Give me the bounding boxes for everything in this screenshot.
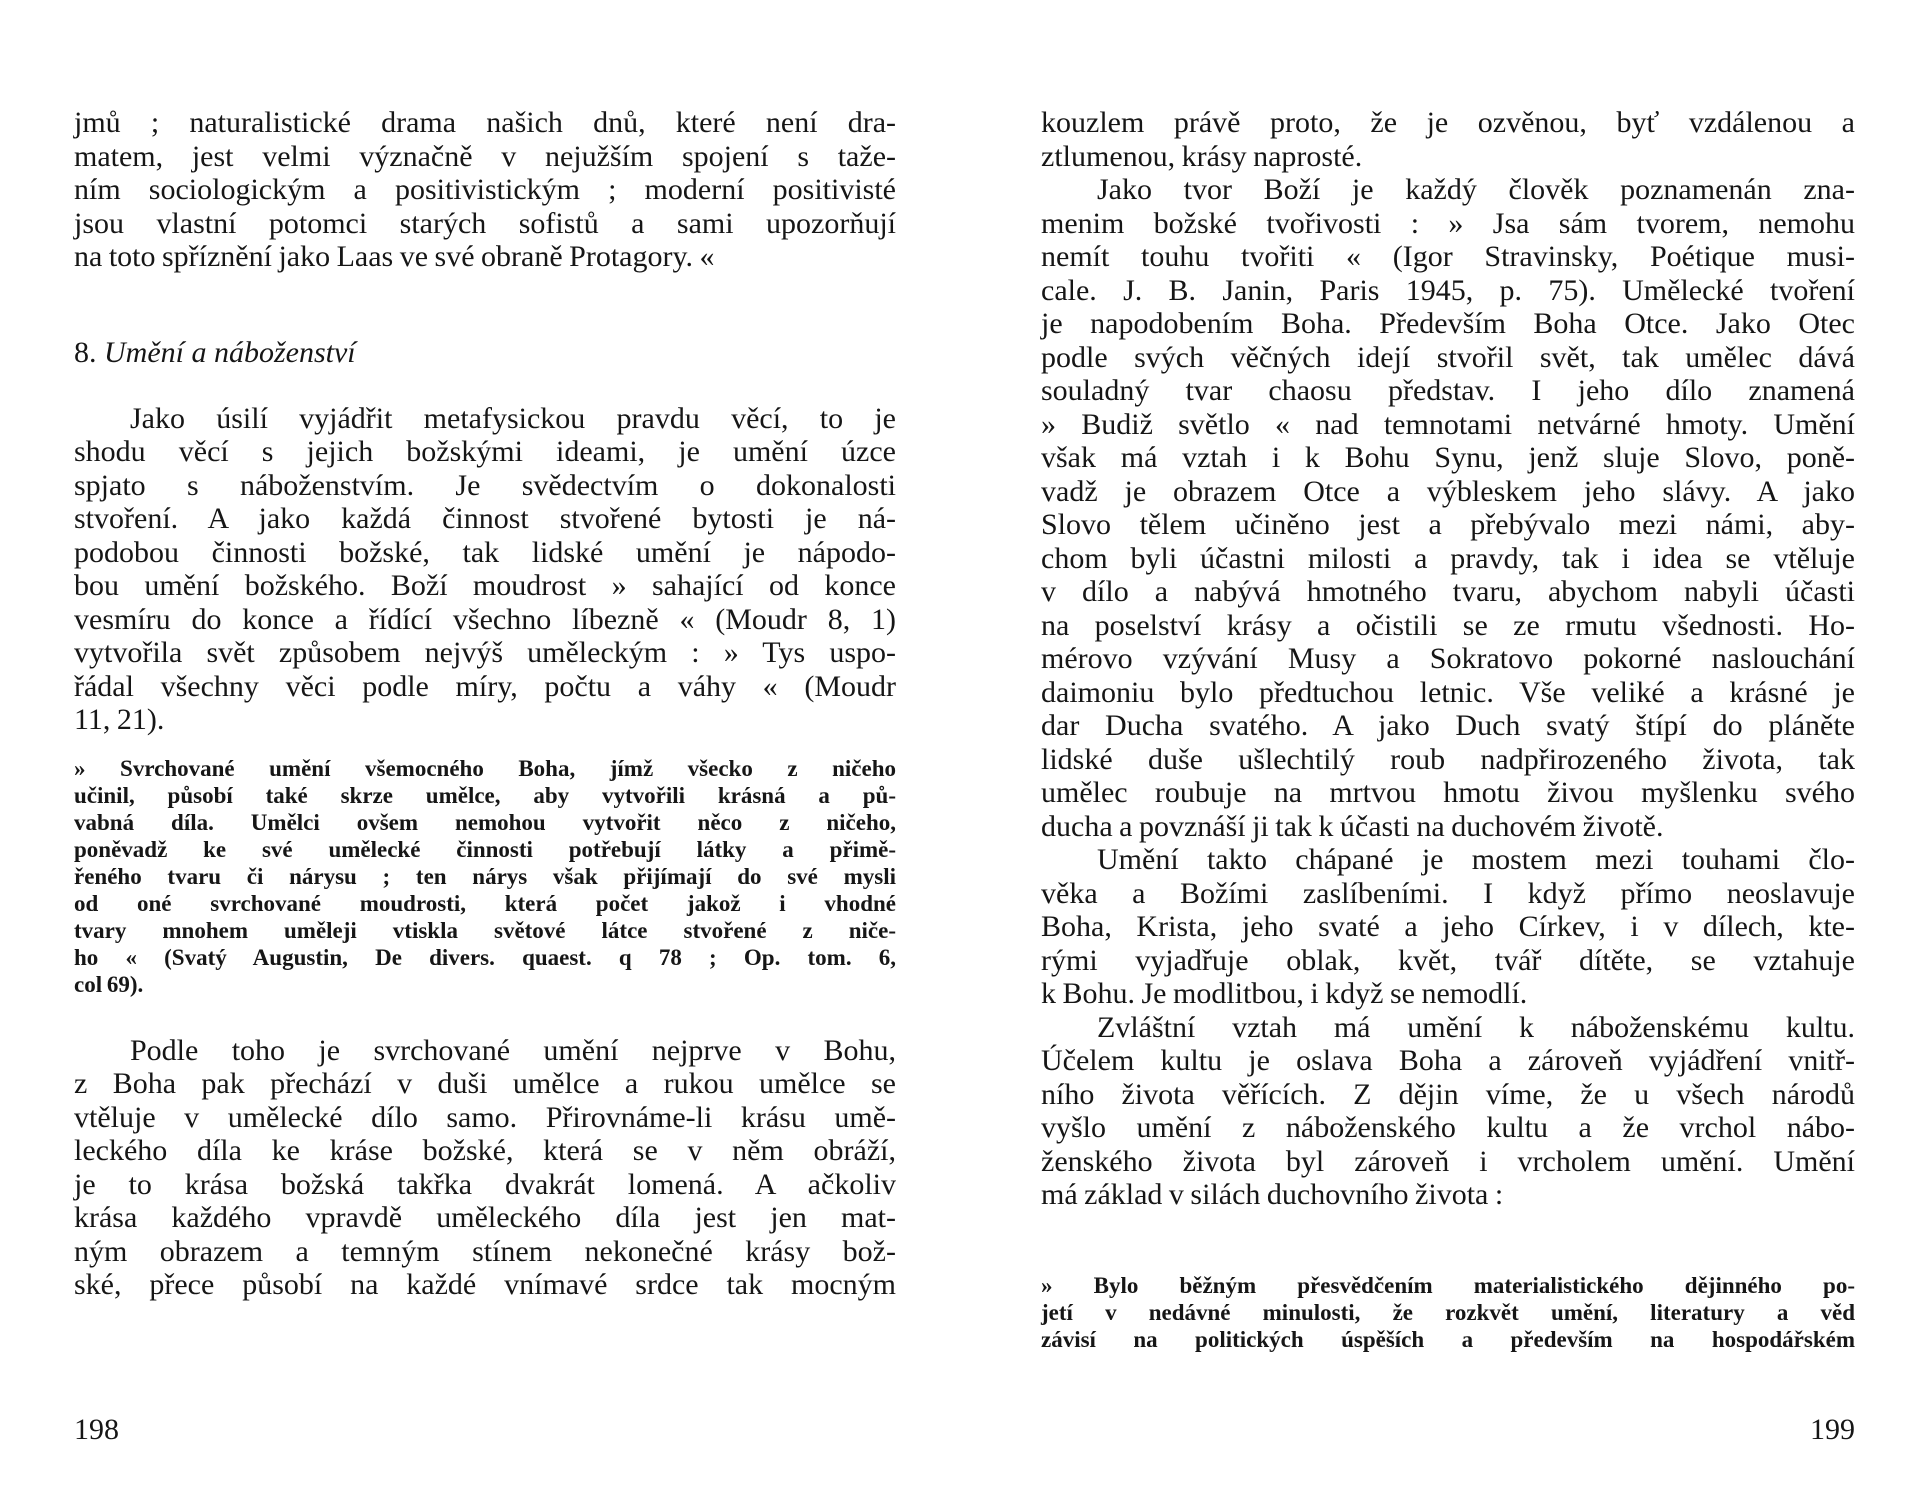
text-line: Účelem kultu je oslava Boha a zároveň vyjádření vnitř- [1041, 1044, 1855, 1077]
section-heading [74, 336, 896, 370]
page-number: 198 [74, 1413, 119, 1446]
text-line: vesmíru do konce a řídící všechno líbezně « (Moudr 8, 1) [74, 602, 896, 636]
block-quote [1041, 1272, 1855, 1353]
text-line: z Boha pak přechází v duši umělce a rukou umělce se [74, 1067, 896, 1100]
text-line: Boha, Krista, jeho svaté a jeho Církev, i v dílech, kte- [1041, 910, 1855, 943]
quote-line: ho « (Svatý Augustin, De divers. quaest. q 78 ; Op. tom. 6, [74, 944, 896, 970]
left-text-column [74, 106, 896, 1302]
text-line: rými vyjadřuje oblak, květ, tvář dítěte, se vztahuje [1041, 943, 1855, 977]
text-line: mérovo vzývání Musy a Sokratovo pokorné naslouchání [1041, 642, 1855, 675]
text-line: chom byli účastni milosti a pravdy, tak i idea se vtěluje [1041, 541, 1855, 575]
text-line: lidské duše ušlechtilý roub nadpřirozeného života, tak [1041, 742, 1855, 776]
text-line: vtěluje v umělecké dílo samo. Přirovnáme-li krásu umě- [74, 1100, 896, 1134]
text-line: stvoření. A jako každá činnost stvořené bytosti je ná- [74, 502, 896, 535]
text-line: však má vztah i k Bohu Synu, jenž sluje Slovo, poně- [1041, 441, 1855, 474]
text-line: » Budiž světlo « nad temnotami netvárné hmoty. Umění [1041, 407, 1855, 441]
text-line: podle svých věčných idejí stvořil svět, tak umělec dává [1041, 340, 1855, 374]
quote-line: řeného tvaru či nárysu ; ten nárys však přijímají do své mysli [74, 863, 896, 889]
right-page [959, 0, 1918, 1500]
text-line: vytvořila svět způsobem nejvýš uměleckým : » Tys uspo- [74, 636, 896, 669]
text-line: věka a Božími zaslíbeními. I když přímo neoslavuje [1041, 876, 1855, 910]
quote-line: tvary mnohem uměleji vtiskla světové látce stvořené z niče- [74, 917, 896, 943]
text-line: má základ v silách duchovního života : [1041, 1178, 1504, 1211]
main-paragraph [74, 402, 896, 737]
text-line: k Bohu. Je modlitbou, i když se nemodlí. [1041, 977, 1528, 1010]
text-line: leckého díla ke kráse božské, která se v něm obráží, [74, 1134, 896, 1167]
section-number: 8. [74, 335, 97, 369]
text-line: je napodobením Boha. Především Boha Otce. Jako Otec [1041, 307, 1855, 340]
intro-paragraph [74, 106, 896, 274]
closing-paragraph [74, 1034, 896, 1302]
text-line: je to krása božská takřka dvakrát lomená. A ačkoliv [74, 1167, 896, 1201]
quote-line: jetí v nedávné minulosti, že rozkvět umění, literatury a věd [1041, 1299, 1855, 1325]
text-line: shodu věcí s jejich božskými ideami, je umění úzce [74, 435, 896, 468]
quote-line: vabná díla. Umělci ovšem nemohou vytvořit něco z ničeho, [74, 809, 896, 835]
text-line: bou umění božského. Boží moudrost » sahající od konce [74, 569, 896, 602]
text-line: Jako úsilí vyjádřit metafysickou pravdu věcí, to je [130, 401, 896, 435]
text-line: Podle toho je svrchované umění nejprve v Bohu, [130, 1033, 896, 1067]
text-line: spjato s náboženstvím. Je svědectvím o dokonalosti [74, 468, 896, 502]
text-line: Zvláštní vztah má umění k náboženskému kultu. [1097, 1010, 1855, 1044]
text-line: ženského života byl zároveň i vrcholem umění. Umění [1041, 1144, 1855, 1178]
right-body-text [1041, 106, 1855, 1212]
text-line: podobou činnosti božské, tak lidské umění je nápodo- [74, 535, 896, 569]
quote-line: » Svrchované umění všemocného Boha, jímž všecko z ničeho [74, 755, 896, 781]
text-line: jsou vlastní potomci starých sofistů a sami upozorňují [74, 206, 896, 240]
text-line: řádal všechny věci podle míry, počtu a váhy « (Moudr [74, 669, 896, 703]
text-line: daimoniu bylo předtuchou letnic. Vše veliké a krásné je [1041, 675, 1855, 709]
quote-line: učinil, působí také skrze umělce, aby vytvořili krásná a pů- [74, 782, 896, 808]
right-text-column [1041, 106, 1855, 1353]
text-line: nemít touhu tvořiti « (Igor Stravinsky, Poétique musi- [1041, 240, 1855, 273]
text-line: dar Ducha svatého. A jako Duch svatý štípí do pláněte [1041, 709, 1855, 742]
text-line: Slovo tělem učiněno jest a přebývalo mezi námi, aby- [1041, 508, 1855, 541]
text-line: ské, přece působí na každé vnímavé srdce tak mocným [74, 1268, 896, 1301]
text-line: souladný tvar chaosu představ. I jeho dílo znamená [1041, 374, 1855, 407]
text-line: vadž je obrazem Otce a výbleskem jeho slávy. A jako [1041, 474, 1855, 508]
paragraph-spacer [74, 998, 896, 1034]
text-line: na toto spříznění jako Laas ve své obraně Protagory. « [74, 240, 715, 273]
text-line: jmů ; naturalistické drama našich dnů, které není dra- [74, 106, 896, 139]
text-line: kouzlem právě proto, že je ozvěnou, byť vzdálenou a [1041, 106, 1855, 139]
text-line: ným obrazem a temným stínem nekonečné krásy bož- [74, 1234, 896, 1268]
text-line: umělec roubuje na mrtvou hmotu živou myšlenku svého [1041, 776, 1855, 809]
text-line: v dílo a nabývá hmotného tvaru, abychom nabyli účasti [1041, 575, 1855, 608]
page-number: 199 [1810, 1413, 1855, 1446]
text-line: Jako tvor Boží je každý člověk poznamenán zna- [1097, 173, 1855, 206]
quote-line: od oné svrchované moudrosti, která počet jakož i vhodné [74, 890, 896, 916]
text-line: menim božské tvořivosti : » Jsa sám tvorem, nemohu [1041, 206, 1855, 240]
quote-line: col 69). [74, 971, 144, 997]
text-line: ního života věřících. Z dějin víme, že u všech národů [1041, 1077, 1855, 1111]
text-line: Umění takto chápané je mostem mezi touhami člo- [1097, 843, 1855, 876]
text-line: 11, 21). [74, 703, 165, 736]
quote-line: » Bylo běžným přesvědčením materialistického dějinného po- [1041, 1272, 1855, 1298]
text-line: ním sociologickým a positivistickým ; moderní positivisté [74, 173, 896, 206]
text-line: ducha a povznáší ji tak k účasti na duchovém životě. [1041, 809, 1664, 843]
text-line: cale. J. B. Janin, Paris 1945, p. 75). Umělecké tvoření [1041, 273, 1855, 307]
text-line: krása každého vpravdě uměleckého díla jest jen mat- [74, 1201, 896, 1234]
text-line: ztlumenou, krásy naprosté. [1041, 139, 1363, 173]
section-title: Umění a náboženství [104, 335, 356, 369]
quote-line: poněvadž ke své umělecké činnosti potřebují látky a přimě- [74, 836, 896, 862]
text-line: na poselství krásy a očistili se ze rmutu všednosti. Ho- [1041, 608, 1855, 642]
text-line: vyšlo umění z náboženského kultu a že vrchol nábo- [1041, 1111, 1855, 1144]
text-line: matem, jest velmi význačně v nejužším spojení s taže- [74, 139, 896, 173]
block-quote [74, 755, 896, 998]
quote-line: závisí na politických úspěších a především na hospodářském [1041, 1326, 1855, 1352]
